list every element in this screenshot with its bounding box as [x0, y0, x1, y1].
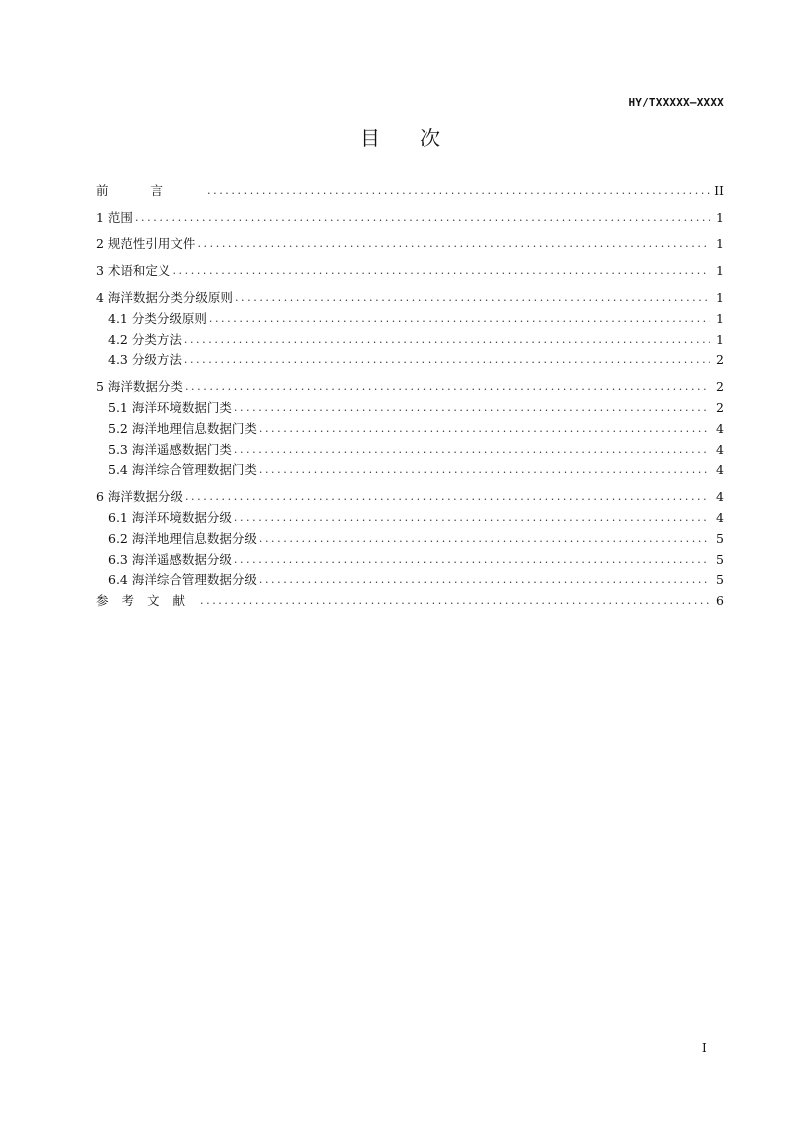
toc-leader-dots: [197, 234, 710, 254]
toc-leader-dots: [259, 460, 710, 480]
toc-leader-dots: [234, 508, 710, 528]
toc-entry-page: 6: [716, 593, 724, 609]
toc-entry-page: 1: [716, 263, 724, 279]
toc-entry-page: 5: [716, 572, 724, 588]
toc-entry-page: 4: [716, 489, 724, 505]
toc-leader-dots: [209, 309, 710, 329]
toc-entry-6-4[interactable]: [96, 570, 724, 591]
toc-leader-dots: [234, 398, 710, 418]
toc-leader-dots: [172, 261, 710, 281]
toc-entry-label: 5.1 海洋环境数据门类: [108, 399, 232, 415]
toc-leader-dots: [207, 181, 710, 201]
document-code: HY/TXXXXX—XXXX: [628, 96, 724, 109]
toc-entry-label: 6 海洋数据分级: [96, 489, 183, 505]
toc-entry-label: 5 海洋数据分类: [96, 379, 183, 395]
toc-leader-dots: [184, 350, 710, 370]
toc-entry-label: 4.1 分类分级原则: [108, 310, 207, 326]
toc-title-char-2: 次: [420, 126, 440, 150]
toc-entry-4-2[interactable]: [96, 329, 724, 350]
toc-entry-foreword[interactable]: [96, 180, 724, 201]
toc-leader-dots: [185, 377, 710, 397]
toc-leader-dots: [235, 288, 710, 308]
toc-entry-6-1[interactable]: [96, 507, 724, 528]
toc-entry-5-3[interactable]: [96, 439, 724, 460]
toc-entry-6-2[interactable]: [96, 528, 724, 549]
toc-entry-label: 5.2 海洋地理信息数据门类: [108, 420, 257, 436]
toc-leader-dots: [259, 419, 710, 439]
toc-title-char-1: 目: [360, 126, 380, 150]
toc-leader-dots: [185, 487, 710, 507]
toc-title: [0, 122, 800, 151]
toc-entry-label: 6.1 海洋环境数据分级: [108, 509, 232, 525]
toc-entry-5-2[interactable]: [96, 418, 724, 439]
toc-entry-4[interactable]: [96, 287, 724, 308]
toc-entry-page: 5: [716, 530, 724, 546]
toc-entry-5[interactable]: [96, 376, 724, 397]
toc-leader-dots: [184, 330, 710, 350]
toc-entry-label: 5.4 海洋综合管理数据门类: [108, 462, 257, 478]
toc-entry-page: 4: [716, 462, 724, 478]
toc-entry-page: 4: [716, 441, 724, 457]
toc-entry-5-1[interactable]: [96, 397, 724, 418]
toc-entry-4-1[interactable]: [96, 308, 724, 329]
toc-entry-label: 6.4 海洋综合管理数据分级: [108, 572, 257, 588]
page-number: I: [702, 1041, 707, 1055]
toc-entry-4-3[interactable]: [96, 350, 724, 371]
toc-entry-page: 1: [716, 209, 724, 225]
toc-entry-page: 2: [716, 399, 724, 415]
toc-entry-5-4[interactable]: [96, 460, 724, 481]
toc-leader-dots: [259, 570, 710, 590]
toc-entry-page: 4: [716, 509, 724, 525]
toc-entry-label: 前言: [96, 182, 206, 198]
toc-entry-page: II: [714, 182, 724, 198]
toc-entry-label: 6.3 海洋遥感数据分级: [108, 551, 232, 567]
toc-entry-label: 3 术语和定义: [96, 263, 171, 279]
toc-entry-page: 1: [716, 310, 724, 326]
toc-entry-page: 1: [716, 331, 724, 347]
toc-entry-page: 1: [716, 236, 724, 252]
toc-leader-dots: [135, 208, 710, 228]
toc-entry-label: 2 规范性引用文件: [96, 236, 196, 252]
toc-entry-label: 6.2 海洋地理信息数据分级: [108, 530, 257, 546]
toc-entry-label: 5.3 海洋遥感数据门类: [108, 441, 232, 457]
toc-entry-page: 4: [716, 420, 724, 436]
toc-entry-page: 5: [716, 551, 724, 567]
toc-leader-dots: [234, 440, 710, 460]
table-of-contents: [96, 180, 724, 611]
toc-entry-label: 4.2 分类方法: [108, 331, 182, 347]
toc-entry-page: 1: [716, 289, 724, 305]
toc-entry-label: 4 海洋数据分类分级原则: [96, 289, 233, 305]
toc-entry-page: 2: [716, 352, 724, 368]
toc-entry-label: 1 范围: [96, 209, 133, 225]
toc-entry-3[interactable]: [96, 260, 724, 281]
toc-leader-dots: [234, 550, 710, 570]
toc-entry-6-3[interactable]: [96, 549, 724, 570]
toc-entry-page: 2: [716, 379, 724, 395]
toc-entry-label: 参考文献: [96, 593, 199, 609]
toc-leader-dots: [200, 591, 710, 611]
toc-entry-1[interactable]: [96, 207, 724, 228]
toc-entry-6[interactable]: [96, 486, 724, 507]
toc-leader-dots: [259, 529, 710, 549]
toc-entry-2[interactable]: [96, 234, 724, 255]
toc-entry-bibliography[interactable]: [96, 590, 724, 611]
toc-entry-label: 4.3 分级方法: [108, 352, 182, 368]
